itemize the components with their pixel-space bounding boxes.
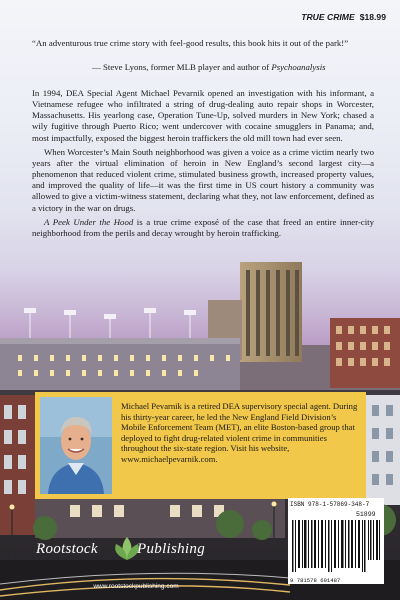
barcode-number: 9 781578 691487 [290,577,341,584]
description-paragraph-2: When Worcester’s Main South neighborhood was given a voice as a crime victim nearly two years after the virtual elimination of heroin in New England’s second largest city—a phenomenon that reduced violent crime, stimulated business growth, increased property values, and improved the quality of life—it was the first time in US court history a community was allowed to give a victim-witness statement, declaring what they, not law enforcement, defined as a victory in the war on drugs. [32,146,374,213]
author-bio-text: Michael Pevarnik is a retired DEA supervisory special agent. During his thirty-year career, he led the New England Field Division’s Mobile Enforcement Team (MET), an elite Boston-based group that deployed to fight drug-related violent crime in communities throughout the six-state region. Visit his website, www.michaelpevarnik.com. [121,401,358,464]
quote-attribution [92,62,382,72]
book-description [32,88,374,242]
author-portrait-illustration [40,397,112,494]
quote-attribution-prefix: — Steve Lyons, former MLB player and author of [92,62,272,72]
description-paragraph-1: In 1994, DEA Special Agent Michael Pevarnik opened an investigation with his informant, a Vietnamese refugee who infiltrated a string of drug-dealing auto repair shops in Worcester, Massachusetts. His yearlong case, Operation Tune-Up, solved murders in New York; chased a wily fugitive through Puerto Rico; went undercover with cocaine smugglers in Panama; and, most impactfully, exposed the biggest heroin traffickers the old mill town had ever seen. [32,88,374,143]
book-title-inline: A Peek Under the Hood [44,216,134,227]
description-paragraph-3-rest: is a true crime exposé of the case that freed an entire inner-city neighborhood from the perils and decay wrought by heroin trafficking. [32,216,375,238]
isbn-label: ISBN 978-1-57869-348-7 [290,501,370,508]
author-photo [40,397,112,494]
genre-label: TRUE CRIME [301,12,355,22]
endorsement-quote: “An adventurous true crime story with feel-good results, this book hits it out of the park!” [32,38,349,48]
category-price-line [301,12,386,22]
quote-attribution-book: Psychoanalysis [271,62,326,72]
barcode-price-code: 51899 [356,511,376,518]
price-label: $18.99 [359,12,386,22]
publisher-url: www.rootstockpublishing.com [93,583,179,590]
description-paragraph-3 [32,217,374,239]
publisher-name-right: Publishing [137,541,206,557]
publisher-name-left: Rootstock [36,541,98,557]
